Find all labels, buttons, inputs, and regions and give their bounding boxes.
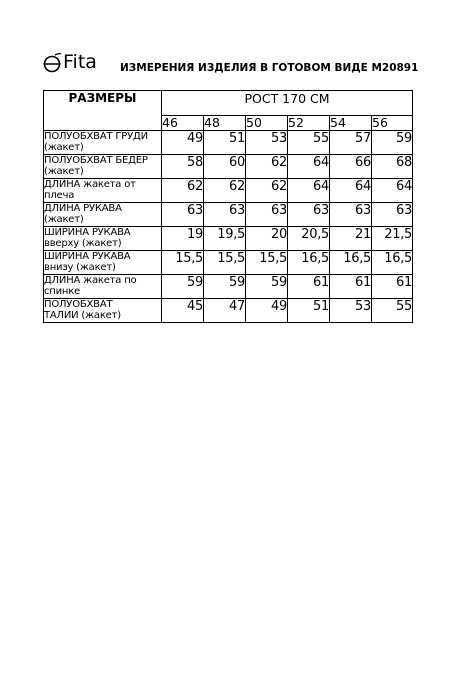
value-cell: 63: [288, 203, 330, 227]
size-4-header: 54: [330, 116, 372, 131]
value-cell: 63: [246, 203, 288, 227]
row-label-line2: спинке: [44, 286, 81, 297]
value-cell: 59: [204, 275, 246, 299]
value-cell: 15,5: [162, 251, 204, 275]
brand-logo: [43, 50, 115, 80]
size-1-header: 48: [204, 116, 246, 131]
row-label: [44, 299, 162, 323]
row-label-line1: ПОЛУОБХВАТ ГРУДИ: [44, 131, 148, 142]
table-row: [44, 203, 413, 227]
row-label: [44, 227, 162, 251]
row-label-line1: ШИРИНА РУКАВА: [44, 251, 131, 262]
value-cell: 62: [162, 179, 204, 203]
row-label: [44, 131, 162, 155]
value-cell: 62: [246, 155, 288, 179]
table-row: [44, 275, 413, 299]
value-cell: 55: [372, 299, 413, 323]
measurements-table: [43, 90, 413, 323]
page-header: [43, 50, 433, 80]
value-cell: 63: [330, 203, 372, 227]
row-label-line1: ДЛИНА жакета по: [44, 275, 137, 286]
row-label-line1: ПОЛУОБХВАТ: [44, 299, 113, 310]
value-cell: 63: [204, 203, 246, 227]
value-cell: 16,5: [288, 251, 330, 275]
size-0-header: 46: [162, 116, 204, 131]
row-label: [44, 155, 162, 179]
value-cell: 61: [372, 275, 413, 299]
value-cell: 62: [204, 179, 246, 203]
row-label: [44, 275, 162, 299]
brand-name: Fita: [63, 51, 97, 73]
value-cell: 59: [372, 131, 413, 155]
value-cell: 57: [330, 131, 372, 155]
value-cell: 21,5: [372, 227, 413, 251]
row-label-line1: ПОЛУОБХВАТ БЕДЕР: [44, 155, 148, 166]
value-cell: 63: [372, 203, 413, 227]
value-cell: 53: [330, 299, 372, 323]
header-row: [44, 91, 413, 116]
sizes-header: РАЗМЕРЫ: [44, 91, 162, 131]
value-cell: 49: [162, 131, 204, 155]
value-cell: 53: [246, 131, 288, 155]
height-header: РОСТ 170 СМ: [162, 91, 413, 116]
row-label: [44, 251, 162, 275]
value-cell: 51: [288, 299, 330, 323]
value-cell: 64: [372, 179, 413, 203]
value-cell: 21: [330, 227, 372, 251]
value-cell: 19: [162, 227, 204, 251]
table-row: [44, 179, 413, 203]
value-cell: 60: [204, 155, 246, 179]
row-label-line1: ШИРИНА РУКАВА: [44, 227, 131, 238]
fita-logo-icon: [43, 53, 63, 75]
document-title: ИЗМЕРЕНИЯ ИЗДЕЛИЯ В ГОТОВОМ ВИДЕ М20891: [120, 62, 419, 74]
measurement-rows: [44, 131, 413, 323]
row-label: [44, 203, 162, 227]
value-cell: 20,5: [288, 227, 330, 251]
value-cell: 64: [288, 155, 330, 179]
value-cell: 49: [246, 299, 288, 323]
row-label-line1: ДЛИНА жакета от: [44, 179, 136, 190]
value-cell: 59: [246, 275, 288, 299]
row-label: [44, 179, 162, 203]
value-cell: 64: [288, 179, 330, 203]
value-cell: 16,5: [372, 251, 413, 275]
value-cell: 68: [372, 155, 413, 179]
row-label-line2: (жакет): [44, 166, 84, 177]
value-cell: 63: [162, 203, 204, 227]
table-row: [44, 251, 413, 275]
value-cell: 59: [162, 275, 204, 299]
row-label-line2: ТАЛИИ (жакет): [44, 310, 121, 321]
table-row: [44, 155, 413, 179]
value-cell: 15,5: [204, 251, 246, 275]
value-cell: 62: [246, 179, 288, 203]
size-3-header: 52: [288, 116, 330, 131]
size-5-header: 56: [372, 116, 413, 131]
value-cell: 58: [162, 155, 204, 179]
table-row: [44, 131, 413, 155]
table-row: [44, 299, 413, 323]
size-2-header: 50: [246, 116, 288, 131]
value-cell: 45: [162, 299, 204, 323]
row-label-line2: (жакет): [44, 214, 84, 225]
value-cell: 19,5: [204, 227, 246, 251]
value-cell: 51: [204, 131, 246, 155]
row-label-line2: плеча: [44, 190, 75, 201]
table-row: [44, 227, 413, 251]
value-cell: 15,5: [246, 251, 288, 275]
value-cell: 66: [330, 155, 372, 179]
value-cell: 16,5: [330, 251, 372, 275]
row-label-line2: внизу (жакет): [44, 262, 116, 273]
value-cell: 47: [204, 299, 246, 323]
value-cell: 20: [246, 227, 288, 251]
value-cell: 64: [330, 179, 372, 203]
row-label-line2: (жакет): [44, 142, 84, 153]
value-cell: 61: [288, 275, 330, 299]
row-label-line2: вверху (жакет): [44, 238, 122, 249]
value-cell: 55: [288, 131, 330, 155]
row-label-line1: ДЛИНА РУКАВА: [44, 203, 122, 214]
value-cell: 61: [330, 275, 372, 299]
